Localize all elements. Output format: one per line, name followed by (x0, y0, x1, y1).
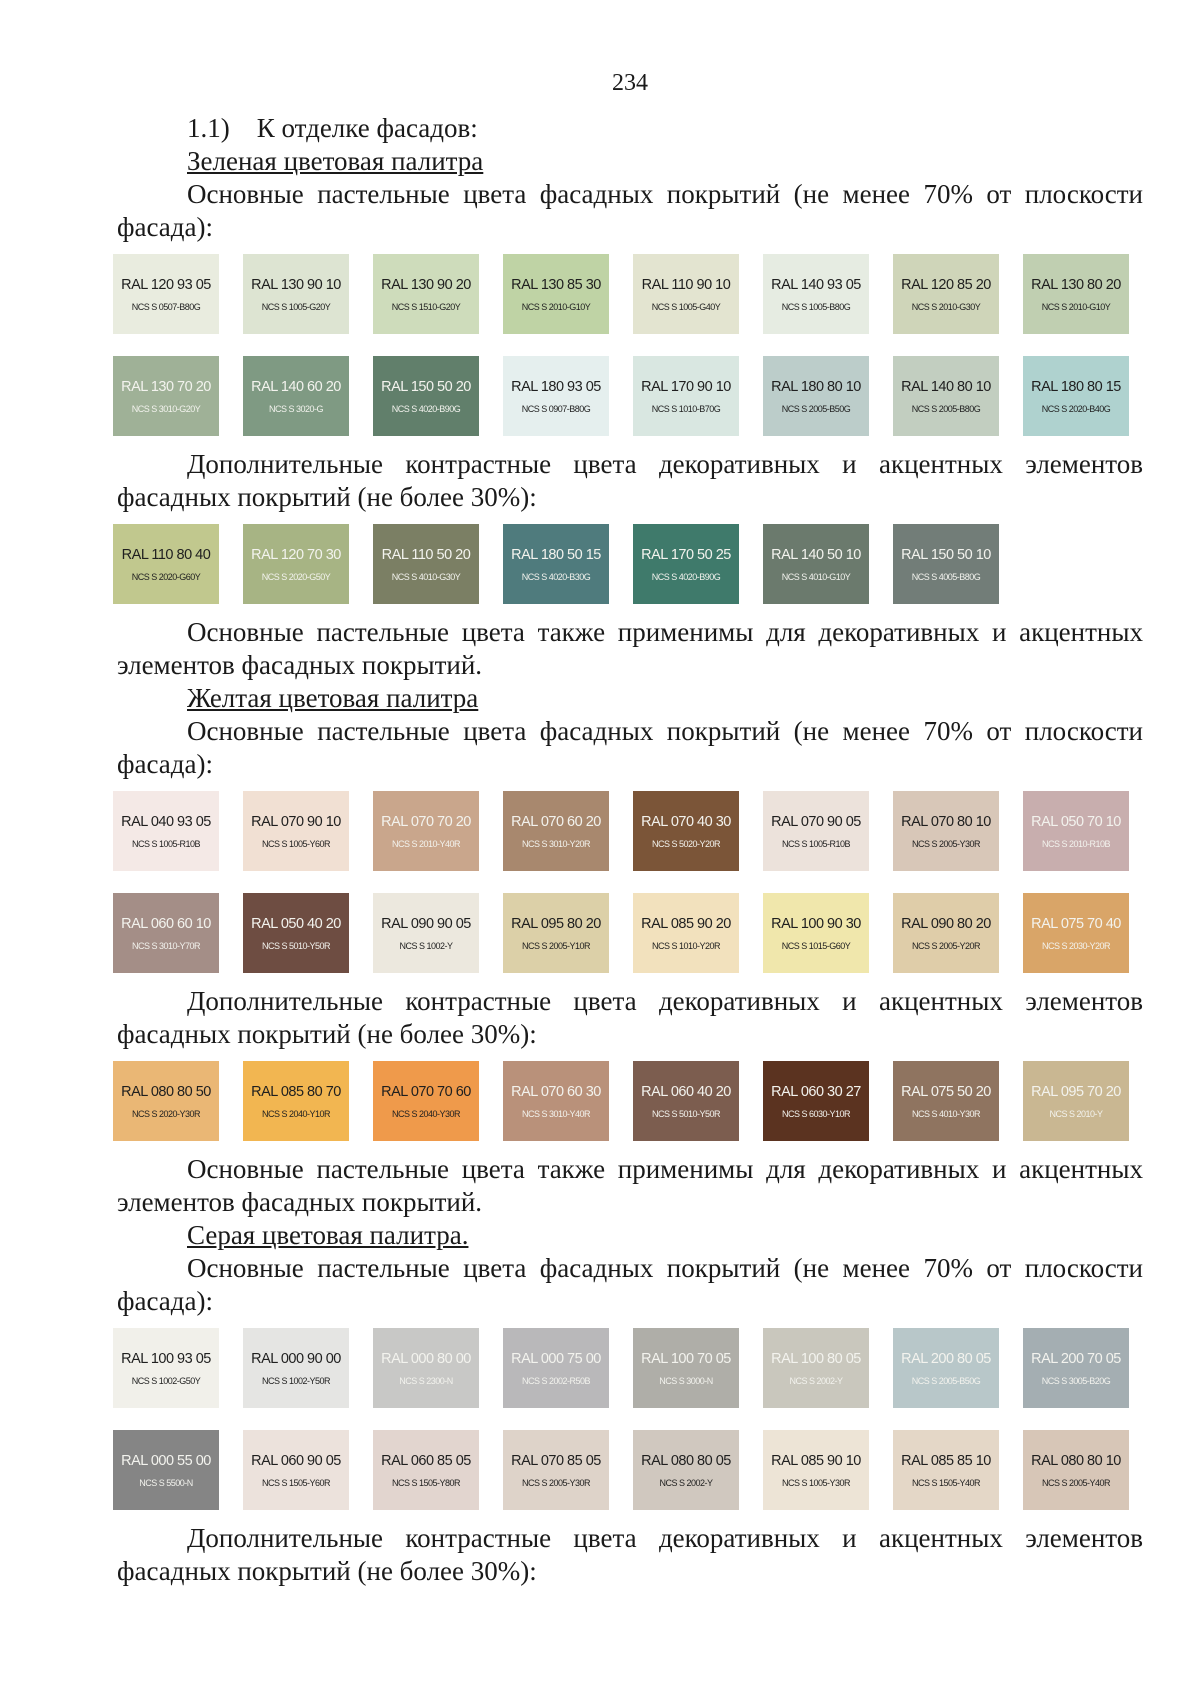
ncs-code: NCS S 1002-Y50R (261, 1375, 331, 1386)
color-swatch (373, 791, 479, 871)
main-colors-paragraph: Основные пастельные цвета фасадных покрытий (не менее 70% от плоскости (187, 1253, 1143, 1283)
ncs-code: NCS S 4020-B90G (391, 403, 461, 414)
ral-code: RAL 060 90 05 (251, 1452, 341, 1469)
ncs-code: NCS S 3000-N (659, 1375, 713, 1386)
color-swatch (503, 1061, 609, 1141)
color-swatch (1023, 1328, 1129, 1408)
accent-colors-paragraph: Дополнительные контрастные цвета декоративных и акцентных элементов (187, 449, 1143, 479)
ncs-code: NCS S 2010-Y (1049, 1108, 1103, 1119)
ncs-code: NCS S 3010-G20Y (131, 403, 201, 414)
ncs-code: NCS S 5020-Y20R (651, 838, 721, 849)
color-swatch (633, 524, 739, 604)
color-swatch (373, 524, 479, 604)
color-swatch (763, 1328, 869, 1408)
ral-code: RAL 050 70 10 (1031, 813, 1121, 830)
color-swatch (893, 893, 999, 973)
color-swatch (243, 356, 349, 436)
accent-colors-paragraph: фасадных покрытий (не более 30%): (117, 482, 537, 512)
ncs-code: NCS S 5500-N (139, 1477, 193, 1488)
ral-code: RAL 120 85 20 (901, 276, 991, 293)
ral-code: RAL 140 93 05 (771, 276, 861, 293)
color-swatch (113, 893, 219, 973)
ral-code: RAL 000 75 00 (511, 1350, 601, 1367)
note-paragraph: элементов фасадных покрытий. (117, 650, 483, 680)
note-paragraph: элементов фасадных покрытий. (117, 1187, 483, 1217)
ral-code: RAL 095 70 20 (1031, 1083, 1121, 1100)
color-swatch (633, 1430, 739, 1510)
ral-code: RAL 110 50 20 (381, 546, 471, 563)
ncs-code: NCS S 0507-B80G (131, 301, 201, 312)
accent-colors-paragraph: Дополнительные контрастные цвета декоративных и акцентных элементов (187, 986, 1143, 1016)
ral-code: RAL 090 80 20 (901, 915, 991, 932)
accent-colors-paragraph: фасадных покрытий (не более 30%): (117, 1019, 537, 1049)
ral-code: RAL 130 90 20 (381, 276, 471, 293)
ral-code: RAL 085 90 10 (771, 1452, 861, 1469)
ral-code: RAL 110 90 10 (641, 276, 731, 293)
ral-code: RAL 070 70 60 (381, 1083, 471, 1100)
page-number: 234 (612, 70, 648, 96)
color-swatch (503, 1430, 609, 1510)
ncs-code: NCS S 0907-B80G (521, 403, 591, 414)
ral-code: RAL 060 30 27 (771, 1083, 861, 1100)
ncs-code: NCS S 2010-G10Y (521, 301, 591, 312)
ncs-code: NCS S 4010-G10Y (781, 571, 851, 582)
color-swatch (763, 1061, 869, 1141)
ral-code: RAL 170 90 10 (641, 378, 731, 395)
ncs-code: NCS S 4020-B30G (521, 571, 591, 582)
page-content (117, 112, 1143, 1588)
ncs-code: NCS S 2020-G60Y (131, 571, 201, 582)
ncs-code: NCS S 2005-Y30R (911, 838, 981, 849)
ral-code: RAL 085 85 10 (901, 1452, 991, 1469)
ncs-code: NCS S 4020-B90G (651, 571, 721, 582)
ncs-code: NCS S 1505-Y40R (911, 1477, 981, 1488)
section-heading: 1.1) К отделке фасадов: (187, 113, 478, 143)
ral-code: RAL 060 60 10 (121, 915, 211, 932)
ral-code: RAL 180 80 10 (771, 378, 861, 395)
ral-code: RAL 075 50 20 (901, 1083, 991, 1100)
color-swatch (243, 791, 349, 871)
color-swatch (243, 1061, 349, 1141)
color-swatch (893, 1061, 999, 1141)
main-swatch-grid (113, 254, 1143, 436)
ncs-code: NCS S 5010-Y50R (261, 940, 331, 951)
ral-code: RAL 070 60 30 (511, 1083, 601, 1100)
ncs-code: NCS S 2005-Y10R (521, 940, 591, 951)
ncs-code: NCS S 5010-Y50R (651, 1108, 721, 1119)
color-swatch (503, 254, 609, 334)
color-swatch (893, 356, 999, 436)
color-swatch (633, 1061, 739, 1141)
color-swatch (503, 893, 609, 973)
color-swatch (893, 254, 999, 334)
ral-code: RAL 060 85 05 (381, 1452, 471, 1469)
accent-colors-paragraph: фасадных покрытий (не более 30%): (117, 1556, 537, 1586)
accent-colors-paragraph: Дополнительные контрастные цвета декоративных и акцентных элементов (187, 1523, 1143, 1553)
ral-code: RAL 180 50 15 (511, 546, 601, 563)
ncs-code: NCS S 1005-G20Y (261, 301, 331, 312)
ncs-code: NCS S 2020-Y30R (131, 1108, 201, 1119)
ral-code: RAL 200 80 05 (901, 1350, 991, 1367)
ncs-code: NCS S 2030-Y20R (1041, 940, 1111, 951)
ral-code: RAL 170 50 25 (641, 546, 731, 563)
ral-code: RAL 090 90 05 (381, 915, 471, 932)
color-swatch (763, 1430, 869, 1510)
ral-code: RAL 200 70 05 (1031, 1350, 1121, 1367)
ral-code: RAL 000 55 00 (121, 1452, 211, 1469)
ncs-code: NCS S 1015-G60Y (781, 940, 851, 951)
color-swatch (893, 1430, 999, 1510)
ncs-code: NCS S 4010-G30Y (391, 571, 461, 582)
color-swatch (763, 524, 869, 604)
color-swatch (503, 791, 609, 871)
ral-code: RAL 140 80 10 (901, 378, 991, 395)
ncs-code: NCS S 2300-N (399, 1375, 453, 1386)
color-swatch (763, 893, 869, 973)
ral-code: RAL 110 80 40 (121, 546, 211, 563)
ncs-code: NCS S 1010-Y20R (651, 940, 721, 951)
accent-swatch-grid (113, 1061, 1143, 1141)
ncs-code: NCS S 2005-B50G (911, 1375, 981, 1386)
main-swatch-grid (113, 1328, 1143, 1510)
ral-code: RAL 050 40 20 (251, 915, 341, 932)
color-swatch (113, 524, 219, 604)
ncs-code: NCS S 2002-R50B (521, 1375, 591, 1386)
main-colors-paragraph: фасада): (117, 212, 213, 242)
color-swatch (893, 1328, 999, 1408)
main-swatch-grid (113, 791, 1143, 973)
palette-title: Серая цветовая палитра. (187, 1220, 469, 1250)
ncs-code: NCS S 1005-G40Y (651, 301, 721, 312)
ral-code: RAL 120 70 30 (251, 546, 341, 563)
color-swatch (763, 791, 869, 871)
color-swatch (113, 1430, 219, 1510)
color-swatch (1023, 254, 1129, 334)
ral-code: RAL 100 93 05 (121, 1350, 211, 1367)
color-swatch (373, 356, 479, 436)
ral-code: RAL 080 80 50 (121, 1083, 211, 1100)
ncs-code: NCS S 1002-Y (399, 940, 453, 951)
ncs-code: NCS S 2010-R10B (1041, 838, 1111, 849)
ral-code: RAL 180 80 15 (1031, 378, 1121, 395)
color-swatch (503, 1328, 609, 1408)
ral-code: RAL 080 80 05 (641, 1452, 731, 1469)
note-paragraph: Основные пастельные цвета также применимы для декоративных и акцентных (187, 617, 1143, 647)
color-swatch (243, 254, 349, 334)
color-swatch (633, 893, 739, 973)
ncs-code: NCS S 1510-G20Y (391, 301, 461, 312)
color-swatch (763, 254, 869, 334)
ral-code: RAL 130 85 30 (511, 276, 601, 293)
color-swatch (373, 1430, 479, 1510)
ral-code: RAL 070 40 30 (641, 813, 731, 830)
ral-code: RAL 000 90 00 (251, 1350, 341, 1367)
color-swatch (373, 893, 479, 973)
ral-code: RAL 060 40 20 (641, 1083, 731, 1100)
ral-code: RAL 080 80 10 (1031, 1452, 1121, 1469)
color-swatch (113, 254, 219, 334)
ral-code: RAL 070 85 05 (511, 1452, 601, 1469)
ral-code: RAL 075 70 40 (1031, 915, 1121, 932)
ral-code: RAL 070 70 20 (381, 813, 471, 830)
ncs-code: NCS S 3010-Y20R (521, 838, 591, 849)
ral-code: RAL 150 50 10 (901, 546, 991, 563)
note-paragraph: Основные пастельные цвета также применимы для декоративных и акцентных (187, 1154, 1143, 1184)
ral-code: RAL 040 93 05 (121, 813, 211, 830)
ncs-code: NCS S 3020-G (268, 403, 324, 414)
accent-swatch-grid (113, 524, 1143, 604)
color-swatch (1023, 791, 1129, 871)
color-swatch (243, 1328, 349, 1408)
ral-code: RAL 130 70 20 (121, 378, 211, 395)
ncs-code: NCS S 1005-R10B (131, 838, 201, 849)
ral-code: RAL 100 70 05 (641, 1350, 731, 1367)
ral-code: RAL 130 90 10 (251, 276, 341, 293)
main-colors-paragraph: фасада): (117, 1286, 213, 1316)
color-swatch (1023, 356, 1129, 436)
color-swatch (503, 356, 609, 436)
color-swatch (373, 254, 479, 334)
ral-code: RAL 150 50 20 (381, 378, 471, 395)
ncs-code: NCS S 2005-Y30R (521, 1477, 591, 1488)
ncs-code: NCS S 2002-Y (659, 1477, 713, 1488)
main-colors-paragraph: Основные пастельные цвета фасадных покрытий (не менее 70% от плоскости (187, 716, 1143, 746)
ral-code: RAL 070 60 20 (511, 813, 601, 830)
ral-code: RAL 100 90 30 (771, 915, 861, 932)
ncs-code: NCS S 4010-Y30R (911, 1108, 981, 1119)
ral-code: RAL 095 80 20 (511, 915, 601, 932)
ncs-code: NCS S 1005-Y30R (781, 1477, 851, 1488)
ral-code: RAL 140 50 10 (771, 546, 861, 563)
ral-code: RAL 140 60 20 (251, 378, 341, 395)
ncs-code: NCS S 3005-B20G (1041, 1375, 1111, 1386)
ncs-code: NCS S 2005-B50G (781, 403, 851, 414)
ral-code: RAL 070 80 10 (901, 813, 991, 830)
ncs-code: NCS S 2010-Y40R (391, 838, 461, 849)
color-swatch (243, 893, 349, 973)
ncs-code: NCS S 2010-G30Y (911, 301, 981, 312)
ncs-code: NCS S 1010-B70G (651, 403, 721, 414)
color-swatch (243, 524, 349, 604)
ncs-code: NCS S 3010-Y40R (521, 1108, 591, 1119)
color-swatch (503, 524, 609, 604)
ncs-code: NCS S 2010-G10Y (1041, 301, 1111, 312)
ncs-code: NCS S 4005-B80G (911, 571, 981, 582)
ncs-code: NCS S 1505-Y60R (261, 1477, 331, 1488)
ral-code: RAL 120 93 05 (121, 276, 211, 293)
main-colors-paragraph: фасада): (117, 749, 213, 779)
ral-code: RAL 000 80 00 (381, 1350, 471, 1367)
ncs-code: NCS S 2040-Y10R (261, 1108, 331, 1119)
ral-code: RAL 085 80 70 (251, 1083, 341, 1100)
color-swatch (243, 1430, 349, 1510)
ncs-code: NCS S 2020-G50Y (261, 571, 331, 582)
color-swatch (1023, 1430, 1129, 1510)
ral-code: RAL 130 80 20 (1031, 276, 1121, 293)
color-swatch (113, 356, 219, 436)
ral-code: RAL 070 90 05 (771, 813, 861, 830)
ral-code: RAL 070 90 10 (251, 813, 341, 830)
color-swatch (113, 1328, 219, 1408)
color-swatch (633, 356, 739, 436)
color-swatch (633, 791, 739, 871)
color-swatch (633, 1328, 739, 1408)
color-swatch (893, 791, 999, 871)
ncs-code: NCS S 2005-Y40R (1041, 1477, 1111, 1488)
palette-title: Зеленая цветовая палитра (187, 146, 484, 176)
ral-code: RAL 180 93 05 (511, 378, 601, 395)
color-swatch (373, 1061, 479, 1141)
ncs-code: NCS S 2005-Y20R (911, 940, 981, 951)
ncs-code: NCS S 1002-G50Y (131, 1375, 201, 1386)
ncs-code: NCS S 2040-Y30R (391, 1108, 461, 1119)
ncs-code: NCS S 1005-Y60R (261, 838, 331, 849)
color-swatch (633, 254, 739, 334)
color-swatch (763, 356, 869, 436)
ncs-code: NCS S 1505-Y80R (391, 1477, 461, 1488)
ral-code: RAL 100 80 05 (771, 1350, 861, 1367)
color-swatch (1023, 893, 1129, 973)
ncs-code: NCS S 2005-B80G (911, 403, 981, 414)
ncs-code: NCS S 6030-Y10R (781, 1108, 851, 1119)
ncs-code: NCS S 2020-B40G (1041, 403, 1111, 414)
color-swatch (113, 1061, 219, 1141)
main-colors-paragraph: Основные пастельные цвета фасадных покрытий (не менее 70% от плоскости (187, 179, 1143, 209)
color-swatch (1023, 1061, 1129, 1141)
color-swatch (893, 524, 999, 604)
ncs-code: NCS S 1005-B80G (781, 301, 851, 312)
ral-code: RAL 085 90 20 (641, 915, 731, 932)
palette-title: Желтая цветовая палитра (187, 683, 479, 713)
ncs-code: NCS S 2002-Y (789, 1375, 843, 1386)
ncs-code: NCS S 3010-Y70R (131, 940, 201, 951)
color-swatch (373, 1328, 479, 1408)
ncs-code: NCS S 1005-R10B (781, 838, 851, 849)
color-swatch (113, 791, 219, 871)
